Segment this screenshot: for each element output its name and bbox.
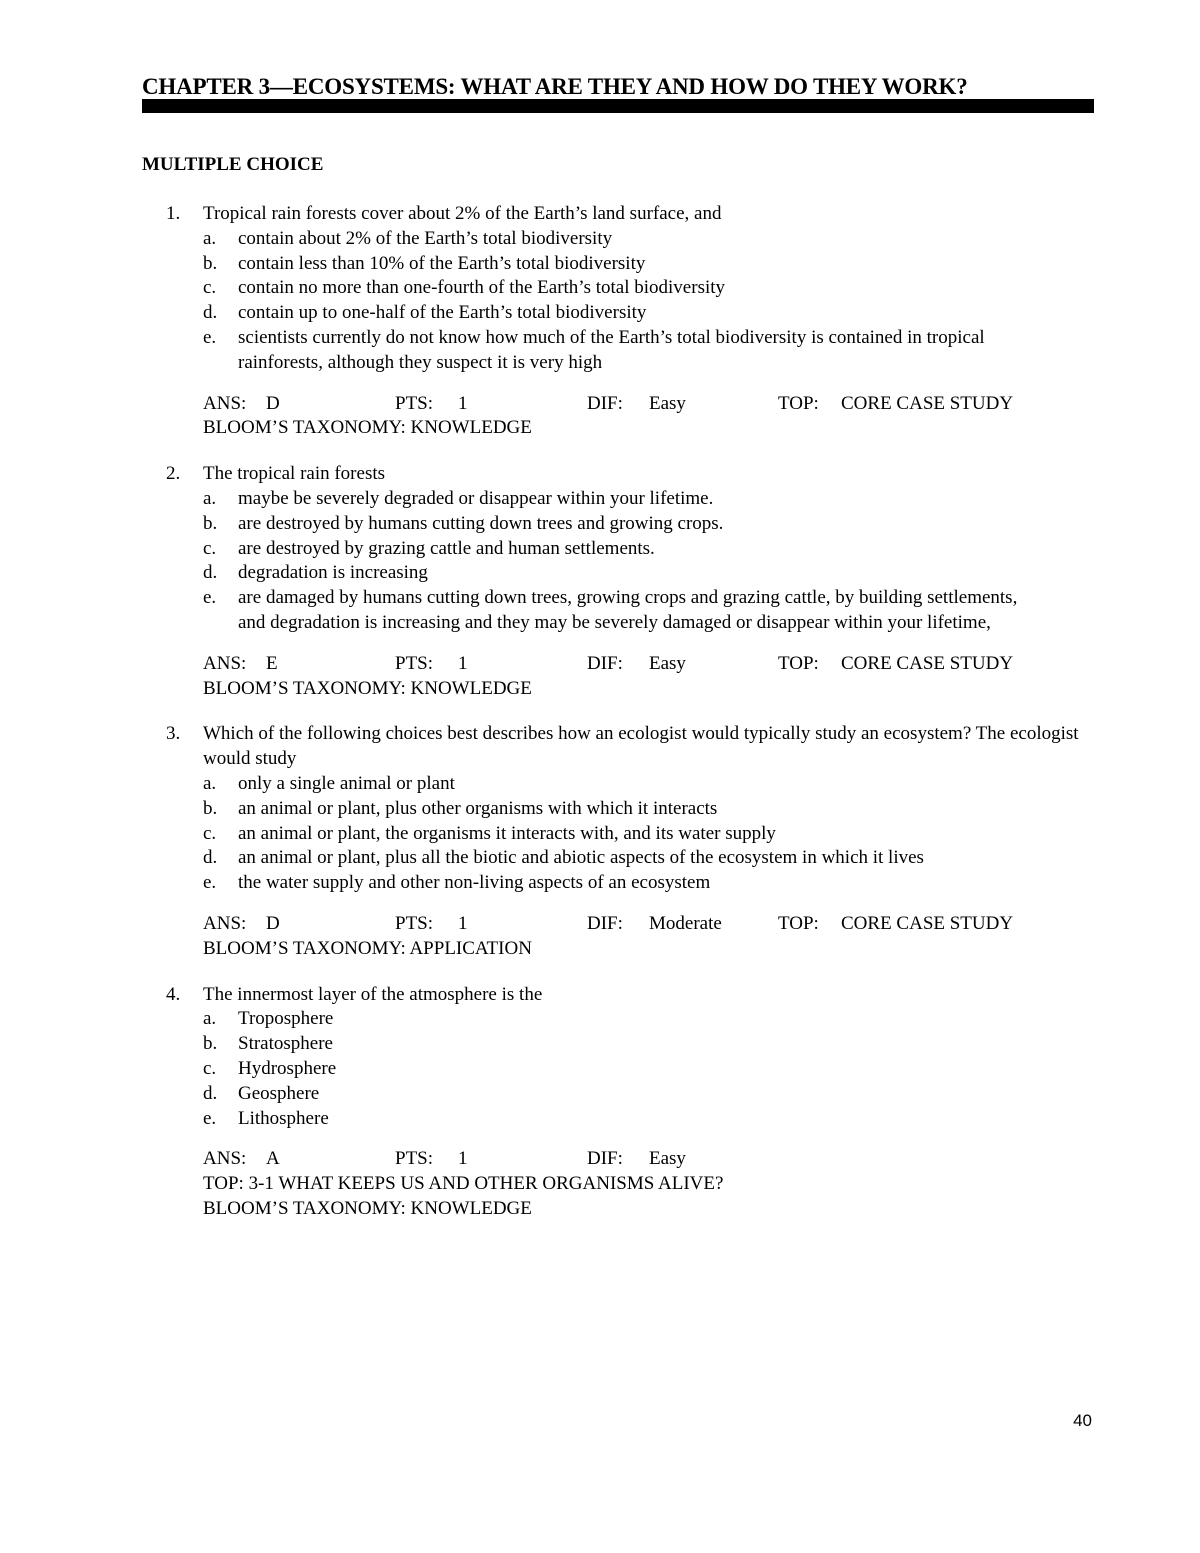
answer-row — [203, 392, 1200, 417]
choice-e — [0, 1107, 1200, 1132]
choice-b — [0, 512, 1200, 537]
question-number: 4. — [166, 983, 181, 1005]
choice-letter: d. — [203, 1082, 218, 1104]
topic-line: TOP: 3-1 WHAT KEEPS US AND OTHER ORGANISMS ALIVE? — [203, 1173, 724, 1195]
choice-text: scientists currently do not know how much of the Earth’s total biodiversity is contained in tropical rainforests, although they suspect it is very high — [238, 326, 985, 373]
pts-label: PTS: — [395, 392, 434, 414]
question-list — [0, 202, 1200, 1243]
dif-label: DIF: — [587, 652, 623, 674]
question-stem-row — [0, 462, 1200, 487]
question-stem: The tropical rain forests — [203, 463, 386, 485]
ans-label: ANS: — [203, 1148, 247, 1170]
choice-letter: b. — [203, 252, 218, 274]
ans-value: A — [266, 1148, 280, 1170]
ans-label: ANS: — [203, 392, 247, 414]
bloom-taxonomy: BLOOM’S TAXONOMY: APPLICATION — [203, 937, 532, 959]
question-stem: Which of the following choices best describes how an ecologist would typically study an ecosystem? The ecologist would study — [203, 723, 1079, 770]
choice-letter: a. — [203, 1008, 217, 1030]
choice-d — [0, 1082, 1200, 1107]
answer-metadata — [203, 392, 1200, 442]
question-number: 2. — [166, 463, 181, 485]
dif-value: Easy — [649, 652, 686, 674]
choice-d — [0, 846, 1200, 871]
choice-letter: a. — [203, 772, 217, 794]
choice-c — [0, 537, 1200, 562]
title-rule — [142, 99, 1094, 113]
answer-metadata — [203, 912, 1200, 962]
choice-b — [0, 797, 1200, 822]
question-4 — [0, 983, 1200, 1222]
top-label: TOP: — [778, 652, 819, 674]
answer-metadata — [203, 652, 1200, 702]
pts-value: 1 — [458, 652, 468, 674]
choice-text: contain less than 10% of the Earth’s total biodiversity — [238, 252, 646, 274]
question-1 — [0, 202, 1200, 441]
choice-d — [0, 561, 1200, 586]
choice-text: are destroyed by humans cutting down trees and growing crops. — [238, 512, 724, 534]
choice-c — [0, 276, 1200, 301]
question-stem: The innermost layer of the atmosphere is the — [203, 983, 543, 1005]
choice-a — [0, 772, 1200, 797]
question-stem-row — [0, 983, 1200, 1008]
choice-letter: e. — [203, 872, 217, 894]
ans-value: E — [266, 652, 278, 674]
choice-text: an animal or plant, plus other organisms with which it interacts — [238, 797, 718, 819]
ans-label: ANS: — [203, 652, 247, 674]
choice-letter: b. — [203, 512, 218, 534]
choice-b — [0, 1032, 1200, 1057]
top-value: CORE CASE STUDY — [841, 912, 1014, 934]
question-3 — [0, 722, 1200, 961]
choice-a — [0, 1007, 1200, 1032]
section-heading: MULTIPLE CHOICE — [142, 154, 324, 175]
choice-letter: d. — [203, 302, 218, 324]
ans-label: ANS: — [203, 912, 247, 934]
dif-label: DIF: — [587, 392, 623, 414]
choice-letter: d. — [203, 847, 218, 869]
ans-value: D — [266, 392, 280, 414]
choice-text: maybe be severely degraded or disappear within your lifetime. — [238, 487, 714, 509]
dif-label: DIF: — [587, 912, 623, 934]
choice-c — [0, 1057, 1200, 1082]
ans-value: D — [266, 912, 280, 934]
choice-text: Geosphere — [238, 1082, 320, 1104]
choice-b — [0, 252, 1200, 277]
page-number: 40 — [1073, 1411, 1092, 1430]
bloom-taxonomy: BLOOM’S TAXONOMY: KNOWLEDGE — [203, 1197, 532, 1219]
pts-label: PTS: — [395, 1148, 434, 1170]
choice-e — [0, 586, 1200, 636]
choice-text: Lithosphere — [238, 1107, 329, 1129]
pts-label: PTS: — [395, 912, 434, 934]
pts-label: PTS: — [395, 652, 434, 674]
choice-a — [0, 487, 1200, 512]
choice-d — [0, 301, 1200, 326]
choice-e — [0, 871, 1200, 896]
question-stem-row — [0, 202, 1200, 227]
dif-value: Easy — [649, 392, 686, 414]
choice-text: degradation is increasing — [238, 562, 428, 584]
answer-row — [203, 912, 1200, 937]
choice-text: Hydrosphere — [238, 1057, 337, 1079]
choice-letter: d. — [203, 562, 218, 584]
question-stem: Tropical rain forests cover about 2% of the Earth’s land surface, and — [203, 203, 722, 224]
choice-letter: e. — [203, 587, 217, 609]
choice-text: Stratosphere — [238, 1033, 333, 1055]
chapter-title: CHAPTER 3—ECOSYSTEMS: WHAT ARE THEY AND HOW DO THEY WORK? — [142, 74, 968, 99]
dif-value: Moderate — [649, 912, 722, 934]
choice-text: an animal or plant, plus all the biotic and abiotic aspects of the ecosystem in which it lives — [238, 847, 924, 869]
choice-letter: c. — [203, 277, 217, 299]
choice-letter: e. — [203, 1107, 217, 1129]
choice-e — [0, 326, 1200, 376]
choice-letter: e. — [203, 326, 217, 348]
question-2 — [0, 462, 1200, 701]
pts-value: 1 — [458, 392, 468, 414]
question-number: 3. — [166, 723, 181, 745]
choice-text: an animal or plant, the organisms it interacts with, and its water supply — [238, 822, 776, 844]
choice-letter: c. — [203, 1057, 217, 1079]
choice-letter: b. — [203, 797, 218, 819]
choice-text: only a single animal or plant — [238, 772, 455, 794]
question-stem-row — [0, 722, 1200, 772]
answer-row — [203, 652, 1200, 677]
pts-value: 1 — [458, 1148, 468, 1170]
choice-letter: a. — [203, 227, 217, 249]
choice-text: contain up to one-half of the Earth’s total biodiversity — [238, 302, 647, 324]
choice-text: contain no more than one-fourth of the Earth’s total biodiversity — [238, 277, 726, 299]
answer-metadata — [203, 1147, 1200, 1221]
answer-row — [203, 1147, 1200, 1172]
choice-letter: b. — [203, 1033, 218, 1055]
top-label: TOP: — [778, 392, 819, 414]
dif-label: DIF: — [587, 1148, 623, 1170]
choice-letter: a. — [203, 487, 217, 509]
choice-text: are destroyed by grazing cattle and human settlements. — [238, 537, 655, 559]
choice-a — [0, 227, 1200, 252]
choice-c — [0, 822, 1200, 847]
bloom-taxonomy: BLOOM’S TAXONOMY: KNOWLEDGE — [203, 677, 532, 699]
top-value: CORE CASE STUDY — [841, 652, 1014, 674]
question-number: 1. — [166, 203, 181, 224]
choice-text: contain about 2% of the Earth’s total biodiversity — [238, 227, 613, 249]
choice-text: Troposphere — [238, 1008, 334, 1030]
pts-value: 1 — [458, 912, 468, 934]
choice-text: are damaged by humans cutting down trees, growing crops and grazing cattle, by building settlements, and degradation is increasing and they may be severely damaged or disappear within your lifetime, — [238, 587, 1018, 633]
top-value: CORE CASE STUDY — [841, 392, 1014, 414]
bloom-taxonomy: BLOOM’S TAXONOMY: KNOWLEDGE — [203, 417, 532, 439]
choice-letter: c. — [203, 822, 217, 844]
choice-letter: c. — [203, 537, 217, 559]
choice-text: the water supply and other non-living aspects of an ecosystem — [238, 872, 711, 894]
top-label: TOP: — [778, 912, 819, 934]
dif-value: Easy — [649, 1148, 686, 1170]
